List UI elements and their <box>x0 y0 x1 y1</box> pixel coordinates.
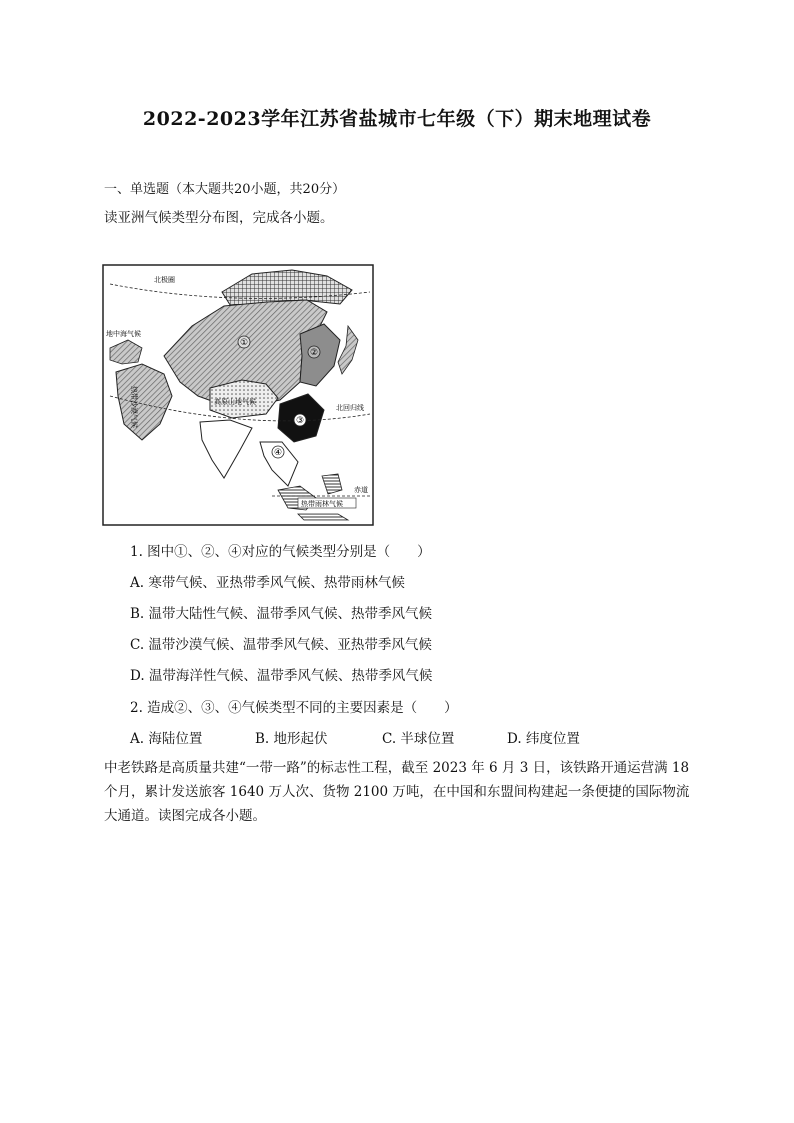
question-2-option-c: C. 半球位置 <box>382 731 455 747</box>
question-2-option-d: D. 纬度位置 <box>507 731 580 747</box>
marker-1: ① <box>239 338 249 348</box>
label-equator: 赤道 <box>354 486 368 494</box>
question-2: 2. 造成②、③、④气候类型不同的主要因素是（ ） <box>130 700 458 716</box>
question-2-option-a: A. 海陆位置 <box>130 731 203 747</box>
label-highland: 高原山地气候 <box>214 398 256 406</box>
question-1: 1. 图中①、②、④对应的气候类型分别是（ ） <box>130 544 431 560</box>
passage-line-1: 中老铁路是高质量共建“一带一路”的标志性工程，截至 2023 年 6 月 3 日，该铁路开通运营满 18 <box>104 760 690 776</box>
label-rainforest: 热带雨林气候 <box>301 500 343 508</box>
passage <box>104 756 698 828</box>
marker-4: ④ <box>273 448 283 458</box>
question-2-option-b: B. 地形起伏 <box>255 731 328 747</box>
asia-climate-map <box>102 264 374 526</box>
label-desert: 热带沙漠气候 <box>130 386 138 428</box>
question-1-option-b: B. 温带大陆性气候、温带季风气候、热带季风气候 <box>130 606 433 622</box>
passage-line-2: 个月，累计发送旅客 1640 万人次、货物 2100 万吨，在中国和东盟间构建起一条便捷的国际物流 <box>104 784 690 800</box>
page-title: 2022-2023学年江苏省盐城市七年级（下）期末地理试卷 <box>142 108 652 130</box>
question-1-option-c: C. 温带沙漠气候、温带季风气候、亚热带季风气候 <box>130 637 432 653</box>
label-tropic: 北回归线 <box>336 404 364 412</box>
intro-text: 读亚洲气候类型分布图，完成各小题。 <box>104 210 334 226</box>
label-arctic: 北极圈 <box>154 276 175 284</box>
question-1-option-d: D. 温带海洋性气候、温带季风气候、热带季风气候 <box>130 668 433 684</box>
question-1-option-a: A. 寒带气候、亚热带季风气候、热带雨林气候 <box>130 575 405 591</box>
passage-line-3: 大通道。读图完成各小题。 <box>104 808 266 824</box>
marker-2: ② <box>309 348 319 358</box>
label-mediterranean: 地中海气候 <box>106 330 141 338</box>
section-heading: 一、单选题（本大题共20小题，共20分） <box>104 182 346 197</box>
marker-3: ③ <box>295 416 305 426</box>
